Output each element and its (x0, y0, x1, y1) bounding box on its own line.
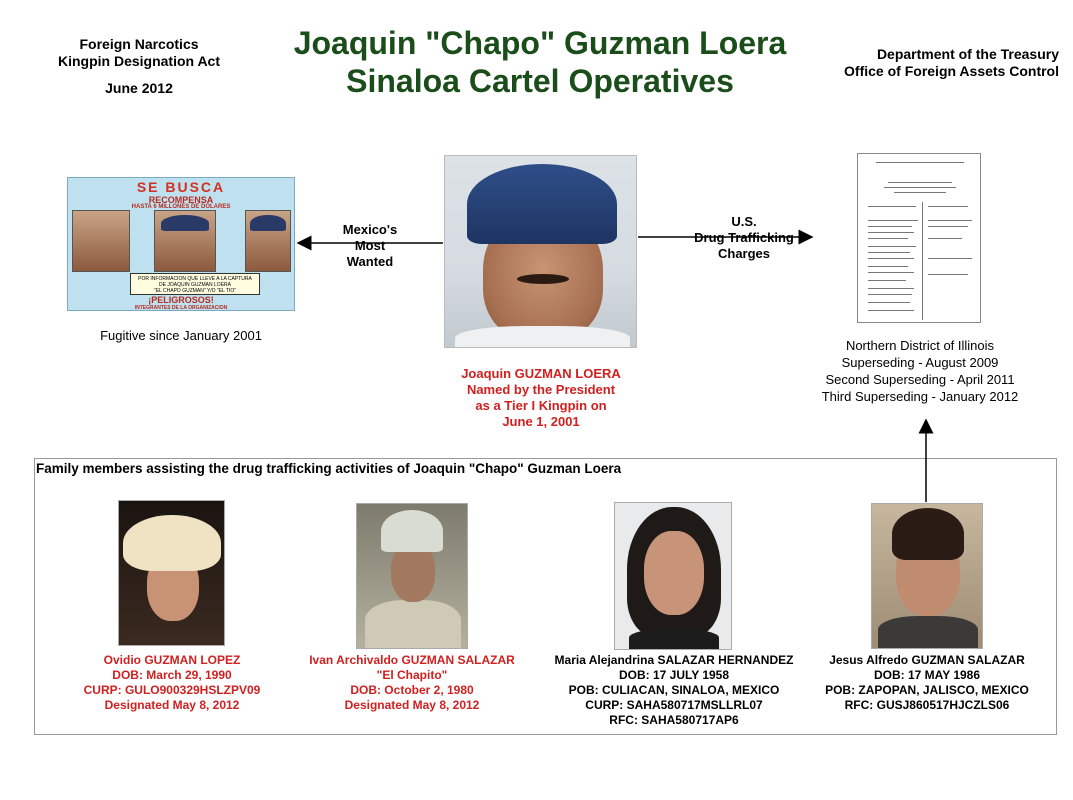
member-detail: RFC: SAHA580717AP6 (609, 713, 739, 727)
court-caption (800, 337, 1040, 405)
title-line1: Joaquin "Chapo" Guzman Loera (293, 25, 787, 61)
member-detail: POB: CULIACAN, SINALOA, MEXICO (568, 683, 780, 697)
poster-org: INTEGRANTES DE LA ORGANIZACION (134, 305, 228, 311)
member-detail: DOB: October 2, 1980 (350, 683, 474, 697)
poster-mugshot (72, 210, 130, 272)
poster-reward: RECOMPENSA (148, 195, 214, 205)
member-detail: RFC: GUSJ860517HJCZLS06 (844, 698, 1010, 712)
member-detail: Designated May 8, 2012 (344, 698, 480, 712)
member-name: Maria Alejandrina SALAZAR HERNANDEZ (554, 653, 794, 667)
agency-line2: Office of Foreign Assets Control (844, 63, 1059, 79)
indictment-document-image (857, 153, 981, 323)
label-line: Wanted (346, 254, 394, 269)
poster-warning: ¡PELIGROSOS! (148, 295, 214, 305)
poster-info-line: DE JOAQUIN GUZMAN LOERA (159, 282, 231, 288)
wanted-poster-image (67, 177, 295, 311)
member-detail: DOB: 17 MAY 1986 (873, 668, 981, 682)
member-name: Ivan Archivaldo GUZMAN SALAZAR (309, 653, 515, 667)
family-section-title: Family members assisting the drug trafficking activities of Joaquin "Chapo" Guzman Loera (36, 461, 622, 476)
agency-line1: Department of the Treasury (876, 46, 1059, 62)
mexico-wanted-label (336, 222, 404, 270)
us-charges-label (680, 214, 808, 262)
kingpin-caption-line: as a Tier I Kingpin on (475, 398, 607, 413)
label-line: Most (354, 238, 386, 253)
member-caption-ovidio (70, 653, 274, 713)
member-caption-ivan (296, 653, 528, 713)
member-name: Jesus Alfredo GUZMAN SALAZAR (829, 653, 1025, 667)
kingpin-caption-line: June 1, 2001 (502, 414, 580, 429)
member-photo-maria (614, 502, 732, 650)
member-detail: "El Chapito" (376, 668, 448, 682)
title-line2: Sinaloa Cartel Operatives (346, 63, 734, 99)
poster-amount: HASTA 6 MILLONES DE DOLARES (131, 204, 231, 210)
member-photo-ivan (356, 503, 468, 649)
label-line: U.S. (731, 214, 757, 229)
act-name-line2: Kingpin Designation Act (57, 53, 221, 69)
court-line: Northern District of Illinois (845, 338, 995, 353)
member-name: Ovidio GUZMAN LOPEZ (103, 653, 241, 667)
poster-info-line: POR INFORMACION QUE LLEVE A LA CAPTURA (138, 276, 252, 282)
member-detail: DOB: March 29, 1990 (112, 668, 232, 682)
label-line: Charges (717, 246, 771, 261)
member-photo-jesus (871, 503, 983, 649)
poster-mugshot (154, 210, 216, 272)
member-caption-jesus (812, 653, 1042, 713)
poster-info-line: "EL CHAPO GUZMAN" Y/O "EL TIO" (153, 288, 237, 294)
chart-date: June 2012 (105, 80, 173, 96)
member-detail: DOB: 17 JULY 1958 (618, 668, 730, 682)
poster-info-box (130, 273, 260, 295)
member-caption-maria (540, 653, 808, 728)
member-detail: CURP: GULO900329HSLZPV09 (83, 683, 261, 697)
poster-title: SE BUSCA (136, 179, 226, 195)
act-name-line1: Foreign Narcotics (79, 36, 199, 52)
kingpin-caption (430, 366, 652, 430)
member-detail: POB: ZAPOPAN, JALISCO, MEXICO (825, 683, 1029, 697)
act-header (30, 36, 248, 97)
label-line: Drug Trafficking (694, 230, 794, 245)
member-photo-ovidio (118, 500, 225, 646)
kingpin-photo (444, 155, 637, 348)
kingpin-name: Joaquin GUZMAN LOERA (461, 366, 621, 381)
poster-mugshot (245, 210, 291, 272)
page-title (250, 24, 830, 100)
label-line: Mexico's (342, 222, 398, 237)
fugitive-caption: Fugitive since January 2001 (100, 328, 262, 343)
member-detail: CURP: SAHA580717MSLLRL07 (585, 698, 763, 712)
agency-header (779, 46, 1059, 80)
court-line: Superseding - August 2009 (841, 355, 999, 370)
court-line: Third Superseding - January 2012 (821, 389, 1019, 404)
kingpin-caption-line: Named by the President (466, 382, 616, 397)
member-detail: Designated May 8, 2012 (104, 698, 240, 712)
court-line: Second Superseding - April 2011 (825, 372, 1015, 387)
